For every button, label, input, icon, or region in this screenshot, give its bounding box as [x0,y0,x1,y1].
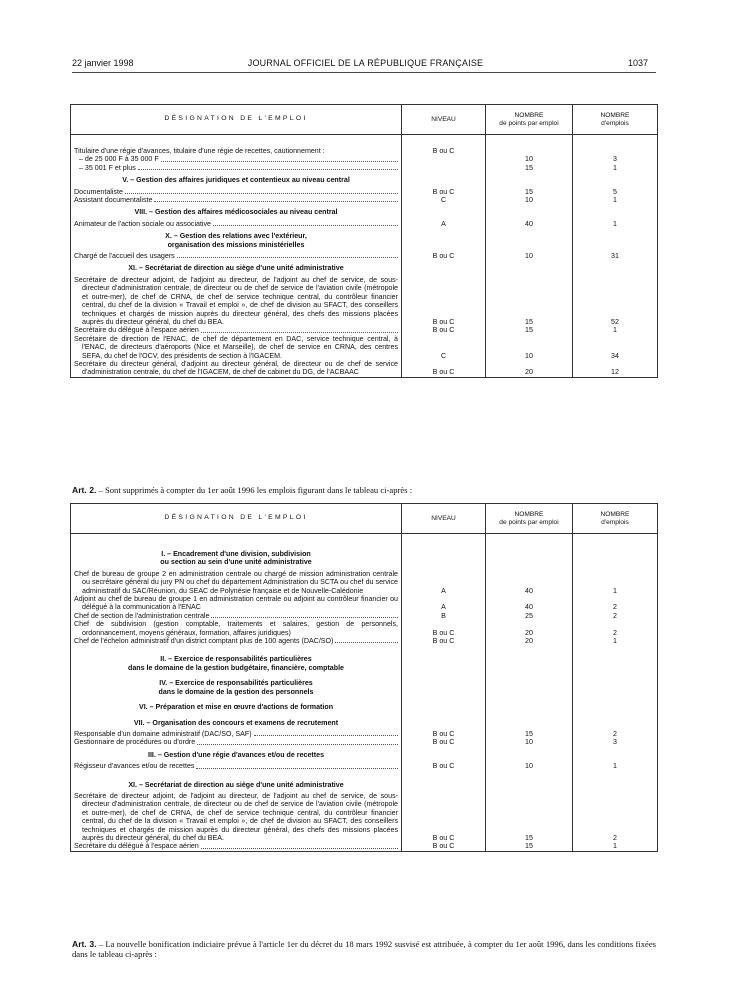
table-row: Secrétaire de direction de l'ENAC, de chef de département en DAC, service technique central, à l'ENAC, de directeurs d'aéroports (Nice et Marseille), de chef de service en CRNA, des centres SEFA, du chef de l'OCV, des présidents de section à l'IGACEM. C 10 34 [71,335,658,360]
table-row: Gestionnaire de procédures ou d'ordre B ou C 10 3 [71,738,658,746]
section-heading: V. – Gestion des affaires juridiques et contentieux au niveau central [71,172,402,187]
journal-title: JOURNAL OFFICIEL DE LA RÉPUBLIQUE FRANÇAISE [247,58,484,68]
emplois-table-1 [70,104,658,378]
section-heading: VIII. – Gestion des affaires médicosociales au niveau central [71,204,402,219]
section-heading: II. – Exercice de responsabilités particulières dans le domaine de la gestion budgétaire, financière, comptable [71,651,402,675]
table-row: Secrétaire de directeur adjoint, de l'adjoint au directeur, de l'adjoint au chef de service, de sous-directeur d'administration centrale, de directeur ou de chef de service de l'aviation civile (métropole et outre-mer), de chef de CRNA, de chef de service technique central, du contrôleur financier central, du chef de la division « Travail et emploi », de chef de division au SFACT, des conseillers techniques et chargés de mission auprès du directeur général, des chefs des missions placées auprès du directeur général, du chef du BEA. B ou C 15 2 [71,792,658,842]
col-designation: DÉSIGNATION DE L'EMPLOI [71,504,402,534]
section-heading: VI. – Préparation et mise en œuvre d'actions de formation [71,699,402,714]
table-row: Chef de bureau de groupe 2 en administration centrale ou chargé de mission administration centrale ou secrétaire général du jury PN ou chef du département Administration du SCTA ou chef du service administratif du SAC/Réunion, du SEAC de Polynésie française et de Nouvelle-Calédonie A 40 1 [71,570,658,595]
col-niveau: NIVEAU [402,105,486,135]
col-points: NOMBRE de points par emploi [486,504,573,534]
table-row: Chef de section de l'administration centrale B 25 2 [71,612,658,620]
header-rule [72,72,656,73]
section-heading: X. – Gestion des relations avec l'extérieur, organisation des missions ministérielles [71,228,402,252]
table-row: Responsable d'un domaine administratif (DAC/SO, SAF) B ou C 15 2 [71,730,658,738]
table-row: Titulaire d'une régie d'avances, titulaire d'une régie de recettes, cautionnement : B ou C [71,147,658,155]
table-row: Secrétaire de directeur adjoint, de l'adjoint au directeur, de l'adjoint au chef de service, de sous-directeur d'administration centrale, de directeur ou de chef de service de l'aviation civile (métropole et outre-mer), de chef de CRNA, de chef de service technique central, du contrôleur financier central, du chef de la division « Travail et emploi », de chef de division au SFACT, des conseillers techniques et chargés de mission auprès du directeur général, des chefs des missions placées auprès du directeur général, du chef du BEA. B ou C 15 52 [71,276,658,326]
table-row: Secrétaire du délégué à l'espace aérien B ou C 15 1 [71,842,658,851]
table-row: – de 25 000 F à 35 000 F 10 3 [71,155,658,163]
table-row: – 35 001 F et plus 15 1 [71,164,658,172]
col-points: NOMBRE de points par emploi [486,105,573,135]
table-row: Documentaliste B ou C 15 5 [71,188,658,196]
col-designation: DÉSIGNATION DE L'EMPLOI [71,105,402,135]
section-heading: XI. – Secrétariat de direction au siège d'une unité administrative [71,260,402,275]
table-row: Secrétaire du directeur général, d'adjoint au directeur général, de directeur ou de chef de service d'administration centrale, du chef de l'IGACEM, de chef de cabinet du DG, de l'ACBAAC B ou C 20 12 [71,360,658,377]
header-date: 22 janvier 1998 [72,58,134,68]
table-row: Animateur de l'action sociale ou associative A 40 1 [71,220,658,228]
table-header [71,504,658,534]
table-row: Secrétaire du délégué à l'espace aérien B ou C 15 1 [71,326,658,334]
section-heading: XI. – Secrétariat de direction au siège d'une unité administrative [71,777,402,792]
emplois-table-2 [70,503,658,852]
table-row: Chef de l'échelon administratif d'un district comptant plus de 100 agents (DAC/SO) B ou C 20 1 [71,637,658,645]
page-number: 1037 [628,58,649,68]
table-row: Chef de subdivision (gestion comptable, traitements et salaires, gestion de personnels, ordonnancement, moyens généraux, formation, affaires juridiques) B ou C 20 2 [71,620,658,637]
table-header [71,105,658,135]
table-row: Chargé de l'accueil des usagers B ou C 10 31 [71,252,658,260]
col-emplois: NOMBRE d'emplois [573,504,658,534]
article-2: Art. 2. – Sont supprimés à compter du 1er août 1996 les emplois figurant dans le tableau ci-après : [72,485,413,495]
col-niveau: NIVEAU [402,504,486,534]
article-3: Art. 3. – La nouvelle bonification indiciaire prévue à l'article 1er du décret du 18 mars 1992 susvisé est attribuée, à compter du 1er août 1996, dans les conditions fixées dans le tableau ci-après : [72,939,656,959]
table-row: Assistant documentaliste C 10 1 [71,196,658,204]
col-emplois: NOMBRE d'emplois [573,105,658,135]
table-row: Adjoint au chef de bureau de groupe 1 en administration centrale ou adjoint au contrôleur financier ou délégué à la communication à l'ENAC A 40 2 [71,595,658,612]
section-heading: IV. – Exercice de responsabilités particulières dans le domaine de la gestion des personnels [71,675,402,699]
section-heading: VII. – Organisation des concours et examens de recrutement [71,715,402,730]
section-heading: III. – Gestion d'une régie d'avances et/ou de recettes [71,747,402,762]
table-row: Régisseur d'avances et/ou de recettes B ou C 10 1 [71,762,658,770]
section-heading: I. – Encadrement d'une division, subdivision ou section au sein d'une unité administrative [71,546,402,570]
